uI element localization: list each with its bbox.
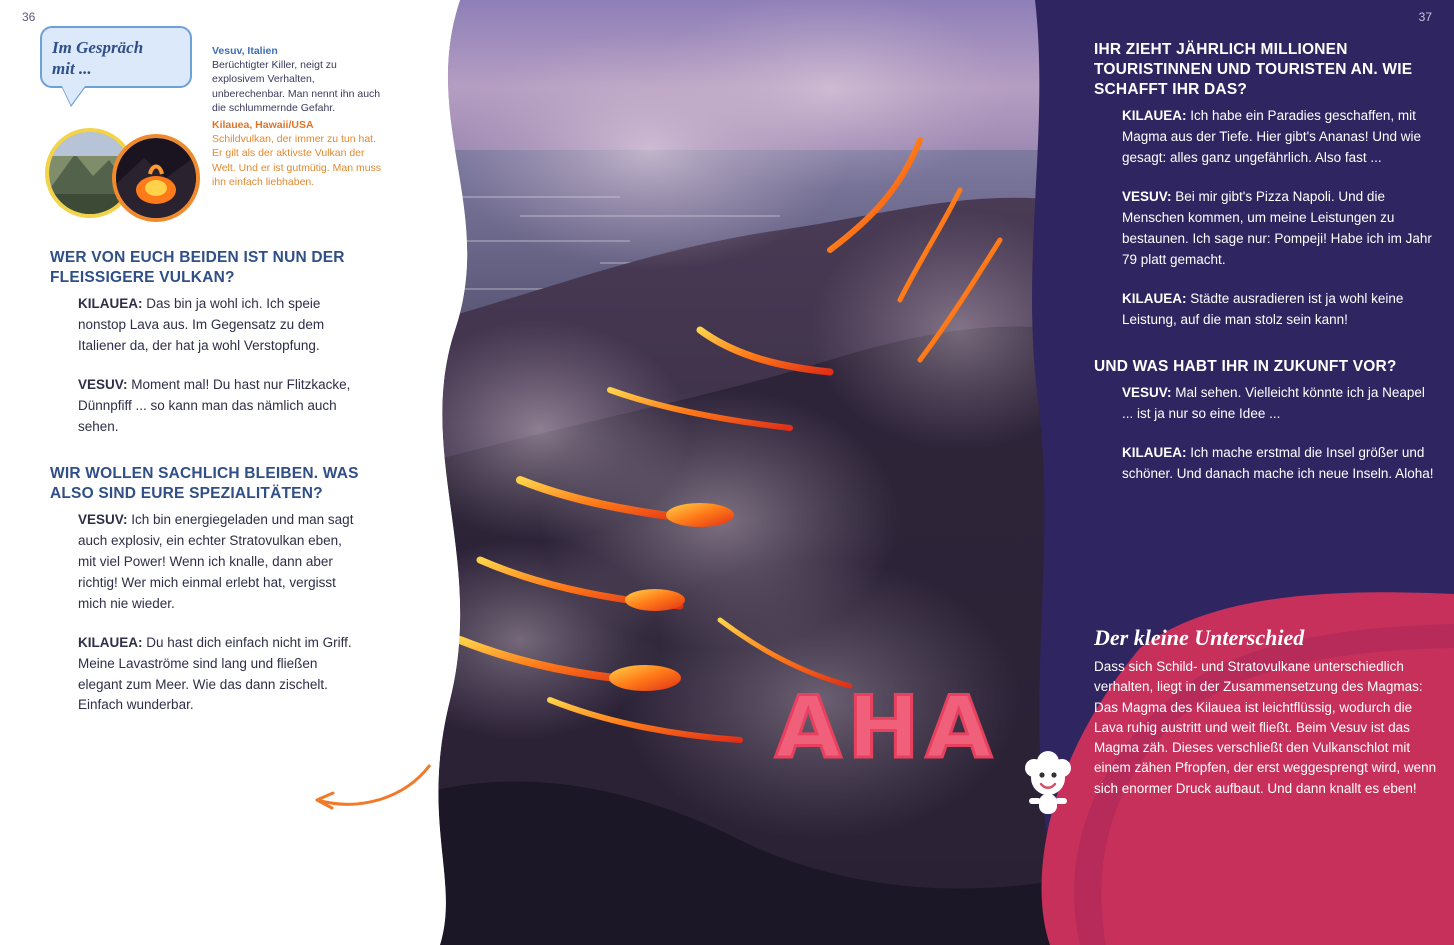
info-panel-body: Dass sich Schild- und Stratovulkane unterschiedlich verhalten, liegt in der Zusammensetzung des Magmas: Das Magma des Kilauea ist leichtflüssig, wodurch die Lava ruhig austritt und weit fließt. Beim Vesuv ist das Magma zäh. Dieses verschließt den Vulkanschlot mit einem zähen Pfropfen, der erst weggesprengt wird, wenn sich enormer Druck aufbaut. Und dann knallt es eben! — [1094, 659, 1437, 796]
answer — [1094, 187, 1434, 271]
caption-vesuv-text: Berüchtigter Killer, neigt zu explosivem Verhalten, unberechenbar. Man nennt ihn auch die schlummernde Gefahr. — [212, 59, 381, 114]
bubble-line-1: Im Gespräch — [52, 38, 144, 57]
aha-lettering: AHA — [775, 678, 999, 778]
answer-text: Ich bin energiegeladen und man sagt auch explosiv, ein echter Stratovulkan eben, mit viel Power! Wenn ich knalle, dann aber richtig! Wer mich einmal erlebt hat, vergisst mich nie wieder. — [78, 512, 354, 611]
caption-kilauea-text: Schildvulkan, der immer zu tun hat. Er gilt als der aktivste Vulkan der Welt. Und er ist gutmütig. Man muss ihn einfach liebhaben. — [212, 133, 382, 188]
answer-speaker: KILAUEA: — [78, 296, 143, 312]
answer-speaker: VESUV: — [1122, 384, 1172, 400]
page-number-right: 37 — [1418, 10, 1432, 24]
answer-speaker: KILAUEA: — [1122, 444, 1187, 460]
answer-speaker: VESUV: — [78, 512, 128, 528]
pointer-arrow-icon — [305, 760, 435, 820]
answer-text: Städte ausradieren ist ja wohl keine Leistung, auf die man stolz sein kann! — [1122, 290, 1404, 327]
left-text-column — [50, 248, 360, 742]
answer — [50, 633, 360, 717]
answer-text: Das bin ja wohl ich. Ich speie nonstop Lava aus. Im Gegensatz zu dem Italiener da, der hat ja wohl Verstopfung. — [78, 296, 325, 354]
qa-block — [1094, 40, 1434, 331]
answer-speaker: KILAUEA: — [1122, 290, 1187, 306]
question: WER VON EUCH BEIDEN IST NUN DER FLEISSIGERE VULKAN? — [50, 249, 345, 287]
qa-block — [1094, 357, 1434, 485]
info-panel-text — [1094, 625, 1440, 799]
answer-text: Bei mir gibt's Pizza Napoli. Und die Menschen kommen, um meine Leistungen zu bestaunen. Ich sage nur: Pompeji! Habe ich im Jahr 79 platt gemacht. — [1122, 189, 1432, 267]
speech-bubble — [40, 26, 192, 88]
answer — [50, 375, 360, 438]
answer-text: Moment mal! Du hast nur Flitzkacke, Dünnpfiff ... so kann man das nämlich auch sehen. — [78, 377, 351, 434]
right-text-column — [1094, 40, 1434, 511]
answer-speaker: KILAUEA: — [1122, 108, 1187, 124]
answer-text: Du hast dich einfach nicht im Griff. Meine Lavaströme sind lang und fließen elegant zum Meer. Wie das dann zischelt. Einfach wunderbar. — [78, 634, 352, 713]
qa-block — [50, 248, 360, 438]
info-panel-title: Der kleine Unterschied — [1094, 625, 1305, 650]
answer-text: Ich habe ein Paradies geschaffen, mit Magma aus der Tiefe. Hier gibt's Ananas! Und wie gesagt: alles ganz ungefährlich. Also fast ... — [1122, 108, 1421, 166]
caption-kilauea-title: Kilauea, Hawaii/USA — [212, 119, 314, 131]
answer — [1094, 383, 1434, 425]
caption-kilauea — [212, 118, 382, 189]
question: IHR ZIEHT JÄHRLICH MILLIONEN TOURISTINNEN UND TOURISTEN AN. WIE SCHAFFT IHR DAS? — [1094, 41, 1413, 99]
answer-speaker: VESUV: — [1122, 189, 1172, 205]
speech-bubble-tail — [62, 86, 85, 105]
caption-vesuv — [212, 44, 382, 115]
answer-speaker: KILAUEA: — [78, 634, 143, 650]
answer — [50, 294, 360, 357]
caption-vesuv-title: Vesuv, Italien — [212, 45, 278, 57]
answer-text: Mal sehen. Vielleicht könnte ich ja Neapel ... ist ja nur so eine Idee ... — [1122, 384, 1425, 421]
mascot-icon — [1012, 742, 1084, 822]
answer — [1094, 443, 1434, 485]
bubble-line-2: mit ... — [52, 59, 92, 79]
answer — [1094, 106, 1434, 169]
page-number-left: 36 — [22, 10, 36, 24]
kilauea-thumbnail — [112, 134, 200, 222]
answer — [50, 510, 360, 615]
answer-text: Ich mache erstmal die Insel größer und schöner. Und danach mache ich neue Inseln. Aloha! — [1122, 444, 1434, 481]
question: UND WAS HABT IHR IN ZUKUNFT VOR? — [1094, 357, 1397, 375]
question: WIR WOLLEN SACHLICH BLEIBEN. WAS ALSO SIND EURE SPEZIALITÄTEN? — [50, 464, 359, 502]
answer — [1094, 289, 1434, 331]
answer-speaker: VESUV: — [78, 377, 128, 393]
qa-block — [50, 464, 360, 717]
